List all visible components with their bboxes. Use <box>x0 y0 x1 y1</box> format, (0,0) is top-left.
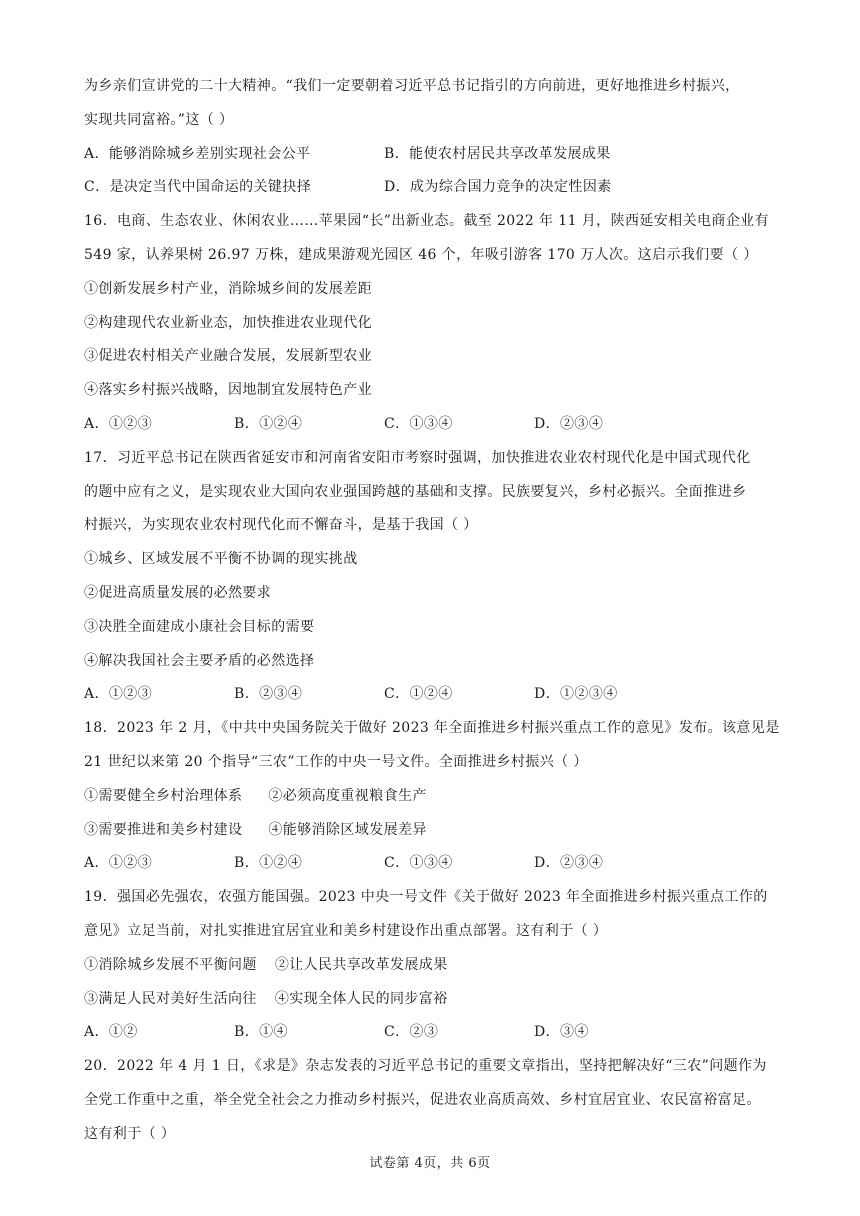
option-b: B．①②④ <box>234 415 303 432</box>
option-c: C．是决定当代中国命运的关键抉择 <box>84 179 312 196</box>
option-row <box>84 1016 784 1050</box>
option-d: D．②③④ <box>534 855 604 872</box>
question-text-line: 21 世纪以来第 20 个指导“三农”工作的中央一号文件。全面推进乡村振兴（ ） <box>84 753 588 770</box>
option-a: A．能够消除城乡差别实现社会公平 <box>84 145 311 162</box>
question-text-line: 17．习近平总书记在陕西省延安市和河南省安阳市考察时强调，加快推进农业农村现代化是中国式现代化 <box>84 449 751 466</box>
statement-item: ①需要健全乡村治理体系 <box>84 787 243 804</box>
question-text-line: 实现共同富裕。”这（ ） <box>84 111 234 128</box>
statement-item: ③满足人民对美好生活向往 <box>84 990 257 1007</box>
question-text-line: 18．2023 年 2 月，《中共中央国务院关于做好 2023 年全面推进乡村振兴重点工作的意见》发布。该意见是 <box>84 720 780 737</box>
statement-item: ②促进高质量发展的必然要求 <box>84 584 272 601</box>
option-c: C．①③④ <box>384 855 453 872</box>
statement-row <box>84 814 784 848</box>
statement-item: ①城乡、区域发展不平衡不协调的现实挑战 <box>84 551 358 568</box>
option-row <box>84 171 784 205</box>
statement-item: ①消除城乡发展不平衡问题 <box>84 956 257 973</box>
question-15 <box>84 70 784 205</box>
statement-item: ④解决我国社会主要矛盾的必然选择 <box>84 652 315 669</box>
question-text-line: 意见》立足当前，对扎实推进宜居宜业和美乡村建设作出重点部署。这有利于（ ） <box>84 922 608 939</box>
option-d: D．①②③④ <box>534 686 618 703</box>
option-d: D．②③④ <box>534 415 604 432</box>
statement-row <box>84 780 784 814</box>
page-footer: 试卷第 4页，共 6页 <box>369 1156 491 1171</box>
option-c: C．①③④ <box>384 415 453 432</box>
option-b: B．②③④ <box>234 686 303 703</box>
question-19 <box>84 881 784 1050</box>
statement-item: ③决胜全面建成小康社会目标的需要 <box>84 618 315 635</box>
question-text-line: 这有利于（ ） <box>84 1125 176 1142</box>
option-row <box>84 847 784 881</box>
statement-item: ②必须高度重视粮食生产 <box>268 787 427 804</box>
option-row <box>84 678 784 712</box>
option-b: B．①④ <box>234 1024 288 1041</box>
statement-item: ③需要推进和美乡村建设 <box>84 821 243 838</box>
statement-item: ④能够消除区域发展差异 <box>268 821 427 838</box>
question-16 <box>84 205 784 442</box>
option-a: A．①② <box>84 1024 138 1041</box>
question-text-line: 20．2022 年 4 月 1 日，《求是》杂志发表的习近平总书记的重要文章指出，坚持把解决好“三农”问题作为 <box>84 1058 767 1075</box>
question-text-line: 的题中应有之义，是实现农业大国向农业强国跨越的基础和支撑。民族要复兴，乡村必振兴。全面推进乡 <box>84 483 747 500</box>
statement-item: ②构建现代农业新业态，加快推进农业现代化 <box>84 314 372 331</box>
option-c: C．②③ <box>384 1024 439 1041</box>
question-text-line: 19．强国必先强农，农强方能国强。2023 中央一号文件《关于做好 2023 年全面推进乡村振兴重点工作的 <box>84 889 768 906</box>
statement-item: ②让人民共享改革发展成果 <box>274 956 448 973</box>
option-c: C．①②④ <box>384 686 453 703</box>
option-row <box>84 138 784 172</box>
question-18 <box>84 712 784 881</box>
statement-item: ④实现全体人民的同步富裕 <box>274 990 448 1007</box>
question-17 <box>84 442 784 712</box>
option-a: A．①②③ <box>84 415 153 432</box>
option-b: B．能使农村居民共享改革发展成果 <box>384 145 611 162</box>
option-d: D．成为综合国力竞争的决定性因素 <box>384 179 612 196</box>
option-d: D．③④ <box>534 1024 589 1041</box>
question-text-line: 全党工作重中之重，举全党全社会之力推动乡村振兴，促进农业高质高效、乡村宜居宜业、农民富裕富足。 <box>84 1091 761 1108</box>
question-text-line: 549 家，认养果树 26.97 万株，建成果游观光园区 46 个，年吸引游客 170 万人次。这启示我们要（ ） <box>84 246 758 263</box>
question-20 <box>84 1050 784 1151</box>
question-text-line: 为乡亲们宣讲党的二十大精神。“我们一定要朝着习近平总书记指引的方向前进，更好地推进乡村振兴， <box>84 78 740 94</box>
option-row <box>84 408 784 442</box>
question-text-line: 村振兴，为实现农业农村现代化而不懈奋斗，是基于我国（ ） <box>84 517 478 534</box>
exam-page-content <box>84 70 784 1152</box>
statement-item: ③促进农村相关产业融合发展，发展新型农业 <box>84 348 372 365</box>
statement-row <box>84 949 784 983</box>
option-a: A．①②③ <box>84 855 153 872</box>
statement-item: ④落实乡村振兴战略，因地制宜发展特色产业 <box>84 382 372 399</box>
option-a: A．①②③ <box>84 686 153 703</box>
statement-item: ①创新发展乡村产业，消除城乡间的发展差距 <box>84 280 372 297</box>
question-text-line: 16．电商、生态农业、休闲农业……苹果园“长”出新业态。截至 2022 年 11 月，陕西延安相关电商企业有 <box>84 213 769 230</box>
option-b: B．①②④ <box>234 855 303 872</box>
statement-row <box>84 983 784 1017</box>
